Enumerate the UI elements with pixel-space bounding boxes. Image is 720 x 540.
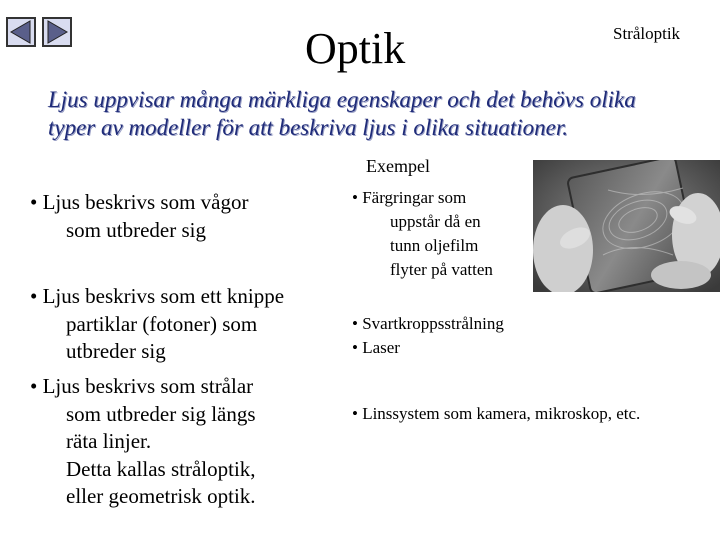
- examples-heading: Exempel: [366, 156, 430, 176]
- triangle-right-icon: [44, 19, 70, 45]
- section-label: Stråloptik: [613, 24, 681, 43]
- bullet-line: • Ljus beskrivs som strålar: [30, 374, 254, 398]
- bullet-line: som utbreder sig längs: [66, 401, 256, 426]
- bullet-waves: [30, 189, 249, 244]
- example-color-rings: [352, 186, 493, 282]
- example-line: uppstår då en: [390, 212, 481, 231]
- forward-nav-button[interactable]: [42, 17, 72, 47]
- bullet-line: utbreder sig: [66, 339, 166, 363]
- intro-text: Ljus uppvisar många märkliga egenskaper och det behövs olika typer av modeller för att beskriva ljus i olika situationer.: [48, 87, 636, 140]
- bullet-line: • Ljus beskrivs som vågor: [30, 190, 249, 214]
- example-line: • Laser: [352, 338, 400, 357]
- bullet-line: Detta kallas stråloptik,: [66, 456, 256, 481]
- back-nav-button[interactable]: [6, 17, 36, 47]
- triangle-left-icon: [8, 19, 34, 45]
- bullet-rays: [30, 373, 256, 511]
- bullet-line: • Ljus beskrivs som ett knippe: [30, 284, 285, 308]
- example-blackbody: [352, 312, 504, 336]
- bullet-photons: [30, 283, 284, 366]
- page-title: Optik: [305, 24, 406, 73]
- example-line: • Linssystem som kamera, mikroskop, etc.: [352, 404, 641, 423]
- example-laser: [352, 336, 400, 360]
- bullet-line: eller geometrisk optik.: [66, 484, 256, 508]
- oil-film-photo: [533, 160, 720, 292]
- example-line: • Svartkroppsstrålning: [352, 314, 504, 333]
- bullet-line: som utbreder sig: [66, 217, 206, 242]
- bullet-line: partiklar (fotoner) som: [66, 311, 258, 336]
- example-line: flyter på vatten: [390, 260, 493, 279]
- bullet-line: räta linjer.: [66, 429, 152, 453]
- example-line: • Färgringar som: [352, 188, 467, 207]
- example-lens-systems: [352, 402, 640, 426]
- example-line: tunn oljefilm: [390, 236, 479, 255]
